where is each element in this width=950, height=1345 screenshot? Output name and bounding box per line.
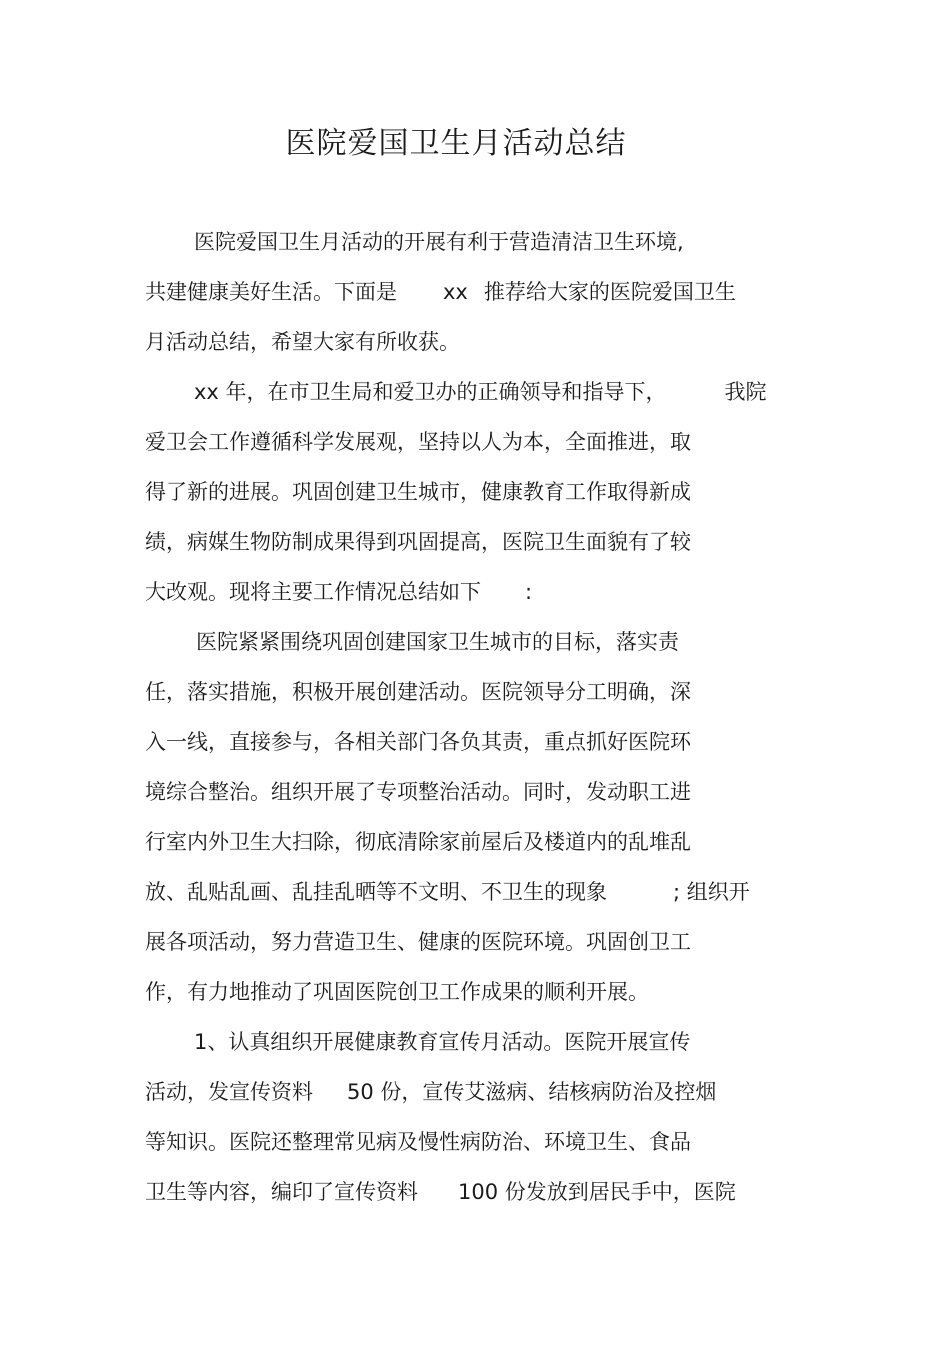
text-segment: 推荐给大家的医院爱国卫生 bbox=[483, 280, 736, 304]
text-segment: 共建健康美好生活。下面是 bbox=[145, 280, 397, 304]
text-line bbox=[145, 226, 845, 276]
text-segment: 爱卫会工作遵循科学发展观，坚持以人为本，全面推进，取 bbox=[145, 430, 691, 454]
text-segment: 卫生等内容，编印了宣传资料 bbox=[145, 1180, 418, 1204]
text-line bbox=[145, 726, 845, 776]
text-segment: 月活动总结，希望大家有所收获。 bbox=[145, 330, 460, 354]
text-segment: 行室内外卫生大扫除，彻底清除家前屋后及楼道内的乱堆乱 bbox=[145, 830, 691, 854]
text-line bbox=[145, 476, 845, 526]
text-segment: 入一线，直接参与，各相关部门各负其责，重点抓好医院环 bbox=[145, 730, 691, 754]
text-segment: : bbox=[525, 580, 533, 604]
text-segment: 得了新的进展。巩固创建卫生城市，健康教育工作取得新成 bbox=[145, 480, 691, 504]
text-line bbox=[145, 326, 845, 376]
text-line bbox=[145, 376, 845, 426]
text-segment: xx bbox=[443, 280, 468, 304]
text-segment: 绩，病媒生物防制成果得到巩固提高，医院卫生面貌有了较 bbox=[145, 530, 691, 554]
text-segment: 大改观。现将主要工作情况总结如下 bbox=[145, 580, 481, 604]
text-line bbox=[145, 1026, 845, 1076]
text-line bbox=[145, 1176, 845, 1226]
document-title: 医院爱国卫生月活动总结 bbox=[285, 126, 627, 161]
text-line bbox=[145, 276, 845, 326]
text-segment: 等知识。医院还整理常见病及慢性病防治、环境卫生、食品 bbox=[145, 1130, 691, 1154]
text-segment: 活动，发宣传资料 bbox=[145, 1080, 313, 1104]
text-line bbox=[145, 976, 845, 1026]
text-segment: 我院 bbox=[724, 380, 767, 404]
text-line bbox=[145, 626, 845, 676]
text-line bbox=[145, 826, 845, 876]
text-segment: 境综合整治。组织开展了专项整治活动。同时，发动职工进 bbox=[145, 780, 691, 804]
text-line bbox=[145, 926, 845, 976]
text-segment: 放、乱贴乱画、乱挂乱晒等不文明、不卫生的现象 bbox=[145, 880, 607, 904]
text-line bbox=[145, 1126, 845, 1176]
text-line bbox=[145, 526, 845, 576]
text-segment: 100 份发放到居民手中，医院 bbox=[458, 1180, 736, 1204]
text-segment: 作，有力地推动了巩固医院创卫工作成果的顺利开展。 bbox=[145, 980, 649, 1004]
text-segment: 1、认真组织开展健康教育宣传月活动。医院开展宣传 bbox=[194, 1030, 691, 1054]
text-line bbox=[145, 1076, 845, 1126]
text-line bbox=[145, 876, 845, 926]
text-segment: 展各项活动，努力营造卫生、健康的医院环境。巩固创卫工 bbox=[145, 930, 691, 954]
document-body bbox=[145, 226, 845, 1226]
text-segment: 任，落实措施，积极开展创建活动。医院领导分工明确，深 bbox=[145, 680, 691, 704]
text-line bbox=[145, 676, 845, 726]
text-segment: xx 年，在市卫生局和爱卫办的正确领导和指导下， bbox=[194, 380, 667, 404]
text-line bbox=[145, 426, 845, 476]
text-line bbox=[145, 576, 845, 626]
text-segment: 医院爱国卫生月活动的开展有利于营造清洁卫生环境, bbox=[194, 230, 684, 254]
text-segment: 50 份，宣传艾滋病、结核病防治及控烟 bbox=[347, 1080, 717, 1104]
text-segment: ; 组织开 bbox=[673, 880, 750, 904]
text-line bbox=[145, 776, 845, 826]
text-segment: 医院紧紧围绕巩固创建国家卫生城市的目标，落实责 bbox=[196, 630, 679, 654]
